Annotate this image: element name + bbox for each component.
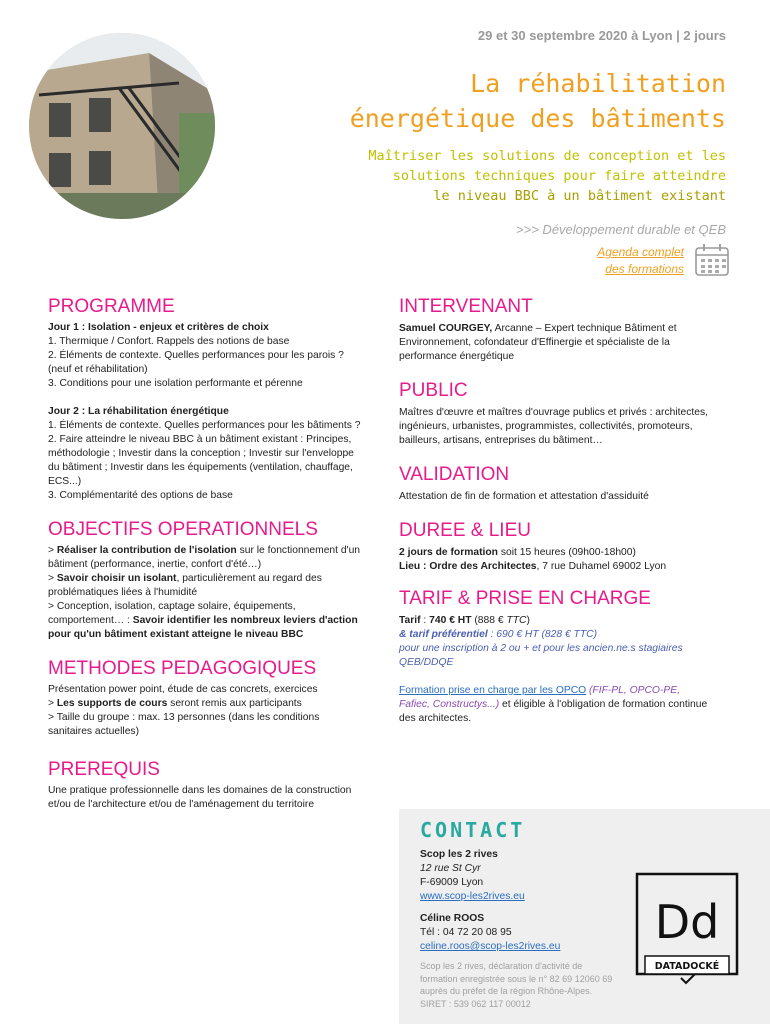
calendar-icon[interactable]	[694, 243, 730, 282]
programme-item: 3. Conditions pour une isolation performante et pérenne	[48, 378, 303, 389]
contact-address-2: F-69009 Lyon	[420, 877, 484, 888]
contact-phone: Tél : 04 72 20 08 95	[420, 927, 512, 938]
public-text: Maîtres d'œuvre et maîtres d'ouvrage publics et privés : architectes, ingénieurs, urbanistes, programmistes, collectivités, promoteurs, bailleurs, artisans, entreprises du bâtiment…	[399, 407, 708, 446]
title-line-2: énergétique des bâtiments	[349, 104, 726, 133]
duree-heading: DUREE & LIEU	[399, 520, 531, 541]
duree-line: 2 jours de formation soit 15 heures (09h00-18h00)	[399, 547, 636, 558]
programme-item: 2. Faire atteindre le niveau BBC à un bâtiment existant : Principes, méthodologie ; Investir dans la conception ; Investir sur l'enveloppe du bâtiment ; Investir dans les équipements (ventilation, chauffage, ECS...)	[48, 434, 354, 487]
programme-item: 1. Thermique / Confort. Rappels des notions de base	[48, 336, 290, 347]
prerequis-heading: PREREQUIS	[48, 759, 160, 780]
intervenant-text: Samuel COURGEY, Arcanne – Expert technique Bâtiment et Environnement, cofondateur d'Effinergie et spécialiste de la performance énergétique	[399, 323, 677, 362]
programme-item: 2. Éléments de contexte. Quelles performances pour les parois ? (neuf et réhabilitation)	[48, 350, 344, 375]
tarif-line: Tarif : 740 € HT (888 € TTC)	[399, 615, 530, 626]
programme-day2-title: Jour 2 : La réhabilitation énergétique	[48, 406, 229, 417]
left-column	[48, 296, 362, 812]
subtitle-line-2: solutions techniques pour faire atteindre	[392, 168, 726, 184]
opco-text: Formation prise en charge par les OPCO (FIF-PL, OPCO-PE, Fafiec, Constructys...) et éligible à l'obligation de formation continue des architectes.	[399, 685, 708, 724]
validation-text: Attestation de fin de formation et attestation d'assiduité	[399, 491, 649, 502]
methode-item: > Les supports de cours seront remis aux participants	[48, 698, 302, 709]
objectifs-heading: OBJECTIFS OPERATIONNELS	[48, 519, 318, 540]
agenda-link-line-2[interactable]: des formations	[605, 262, 684, 276]
public-heading: PUBLIC	[399, 380, 468, 401]
objectif-item: > Réaliser la contribution de l'isolation sur le fonctionnement d'un bâtiment (performance, inertie, confort d'été…)	[48, 545, 361, 570]
objectif-item: > Conception, isolation, captage solaire, équipements, comportement… : Savoir identifier les nombreux leviers d'action pour qu'un bâtiment existant atteigne le niveau BBC	[48, 601, 358, 640]
methode-item: > Taille du groupe : max. 13 personnes (dans les conditions sanitaires actuelles)	[48, 712, 320, 737]
title-line-1: La réhabilitation	[470, 69, 726, 98]
tarif-heading: TARIF & PRISE EN CHARGE	[399, 588, 651, 609]
datadock-logo-letters: Dd	[654, 895, 720, 949]
methode-item: Présentation power point, étude de cas concrets, exercices	[48, 684, 318, 695]
contact-website-link[interactable]: www.scop-les2rives.eu	[420, 891, 525, 902]
objectif-item: > Savoir choisir un isolant, particulièrement au regard des problématiques liées à l'humidité	[48, 573, 322, 598]
methodes-heading: METHODES PEDAGOGIQUES	[48, 658, 317, 679]
agenda-link[interactable]	[597, 244, 684, 278]
agenda-link-line-1[interactable]: Agenda complet	[597, 245, 684, 259]
subtitle-line-1: Maîtriser les solutions de conception et les	[368, 148, 726, 164]
contact-email-link[interactable]: celine.roos@scop-les2rives.eu	[420, 941, 561, 952]
tarif-pref-line: & tarif préférentiel : 690 € HT (828 € TTC)	[399, 629, 598, 640]
programme-day1-title: Jour 1 : Isolation - enjeux et critères de choix	[48, 322, 269, 333]
validation-heading: VALIDATION	[399, 464, 510, 485]
programme-item: 1. Éléments de contexte. Quelles performances pour les bâtiments ?	[48, 420, 361, 431]
lieu-line: Lieu : Ordre des Architectes, 7 rue Duhamel 69002 Lyon	[399, 561, 667, 572]
datadock-logo-text: DATADOCKÉ	[654, 961, 720, 972]
intervenant-heading: INTERVENANT	[399, 296, 533, 317]
building-photo	[29, 33, 215, 219]
contact-address-1: 12 rue St Cyr	[420, 863, 481, 874]
contact-person: Céline ROOS	[420, 913, 485, 924]
subtitle-line-3: le niveau BBC à un bâtiment existant	[433, 188, 726, 204]
page-title	[350, 66, 726, 136]
programme-item: 3. Complémentarité des options de base	[48, 490, 233, 501]
programme-heading: PROGRAMME	[48, 296, 175, 317]
datadock-logo	[627, 870, 747, 993]
contact-heading: CONTACT	[420, 818, 526, 842]
legal-notice: Scop les 2 rives, déclaration d'activité de formation enregistrée sous le n° 82 69 12060 69 auprès du préfet de la région Rhône-Alpes. SIRET : 539 062 117 00012	[420, 961, 613, 1009]
topic-label: >>> Développement durable et QEB	[516, 222, 726, 237]
subtitle	[368, 146, 726, 206]
opco-link[interactable]: Formation prise en charge par les OPCO	[399, 685, 587, 696]
contact-org: Scop les 2 rives	[420, 849, 498, 860]
prerequis-text: Une pratique professionnelle dans les domaines de la construction et/ou de l'architecture et/ou de l'aménagement du territoire	[48, 785, 352, 810]
contact-details	[420, 848, 630, 1010]
right-column	[399, 296, 709, 726]
tarif-note: pour une inscription à 2 ou + et pour les ancien.ne.s stagiaires QEB/DDQE	[399, 643, 683, 668]
event-date: 29 et 30 septembre 2020 à Lyon | 2 jours	[477, 28, 726, 43]
